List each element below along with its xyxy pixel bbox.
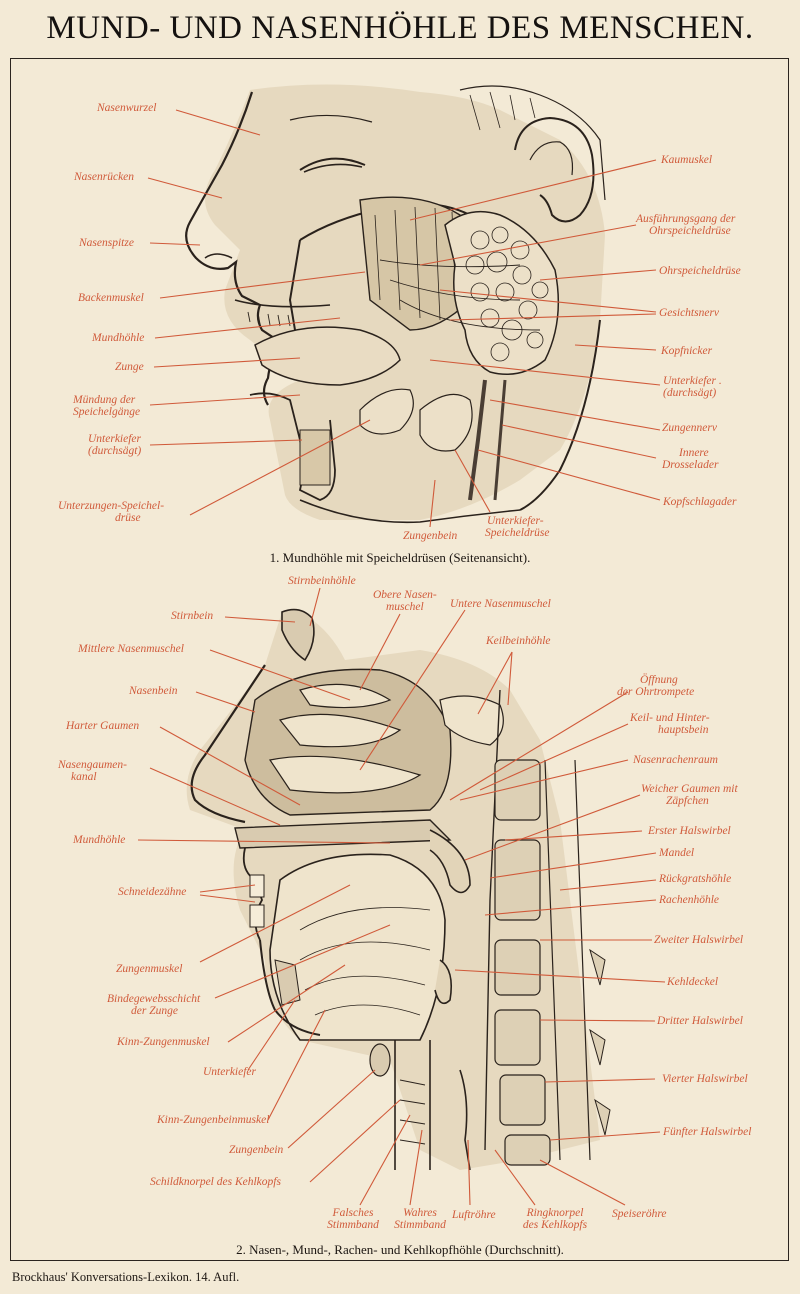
label-luftroehre: Luftröhre xyxy=(452,1209,496,1221)
figure2-drawing xyxy=(187,610,610,1170)
label-falsches-1: Falsches xyxy=(332,1207,374,1219)
label-zungenmuskel: Zungenmuskel xyxy=(116,963,183,975)
label-zungenbein-2: Zungenbein xyxy=(229,1144,284,1156)
label-mittlere-nasenmuschel: Mittlere Nasenmuschel xyxy=(78,643,184,655)
label-zweiter-halswirbel: Zweiter Halswirbel xyxy=(654,934,744,946)
label-ringknorpel-1: Ringknorpel xyxy=(526,1207,584,1219)
label-ringknorpel-2: des Kehlkopfs xyxy=(522,1219,588,1231)
label-untere-nasenmuschel: Untere Nasenmuschel xyxy=(450,598,551,610)
label-keil-1: Keil- und Hinter- xyxy=(630,712,710,724)
label-mundhoehle-2: Mundhöhle xyxy=(73,834,126,846)
label-unterzungen-1: Unterzungen-Speichel- xyxy=(58,500,165,512)
label-mundhoehle-1: Mundhöhle xyxy=(92,332,145,344)
label-rachenhoehle: Rachenhöhle xyxy=(659,894,720,906)
label-kinn-zungenbein: Kinn-Zungenbeinmuskel xyxy=(157,1114,270,1126)
label-innere-1: Innere xyxy=(679,447,709,459)
label-ausfuehrung-1: Ausführungsgang der xyxy=(636,213,736,225)
label-mandel: Mandel xyxy=(659,847,695,859)
label-kinn-zungenmuskel: Kinn-Zungenmuskel xyxy=(117,1036,210,1048)
label-unterkiefer-speichel-2: Speicheldrüse xyxy=(485,527,550,539)
figure1-caption: 1. Mundhöhle mit Speicheldrüsen (Seitenansicht). xyxy=(269,550,531,565)
label-unterkiefer-2: Unterkiefer xyxy=(203,1066,257,1078)
label-ohrspeicheldruese: Ohrspeicheldrüse xyxy=(659,265,741,277)
label-zungennerv: Zungennerv xyxy=(662,422,717,434)
label-fuenfter-halswirbel: Fünfter Halswirbel xyxy=(663,1126,752,1138)
label-bindegewebs-2: der Zunge xyxy=(131,1005,178,1017)
label-erster-halswirbel: Erster Halswirbel xyxy=(648,825,731,837)
label-unterkiefer-right-1: Unterkiefer . xyxy=(663,375,722,387)
label-nasenwurzel: Nasenwurzel xyxy=(97,102,157,114)
label-unterkiefer-right-2: (durchsägt) xyxy=(663,387,717,399)
label-speiseroehre: Speiseröhre xyxy=(612,1208,667,1220)
label-wahres-2: Stimmband xyxy=(394,1219,446,1231)
label-nasenbein: Nasenbein xyxy=(129,685,178,697)
figure2-caption: 2. Nasen-, Mund-, Rachen- und Kehlkopfhöhle (Durchschnitt). xyxy=(236,1242,564,1257)
label-ausfuehrung-2: Ohrspeicheldrüse xyxy=(649,225,731,237)
footer-citation: Brockhaus' Konversations-Lexikon. 14. Aufl. xyxy=(12,1270,240,1284)
figure1-drawing xyxy=(186,84,605,522)
label-weicher-2: Zäpfchen xyxy=(666,795,709,807)
label-obere-1: Obere Nasen- xyxy=(373,589,437,601)
label-rueckgratshoehle: Rückgratshöhle xyxy=(659,873,732,885)
label-muendung-2: Speichelgänge xyxy=(73,406,141,418)
label-innere-2: Drosselader xyxy=(662,459,719,471)
label-unterkiefer-left-1: Unterkiefer xyxy=(88,433,142,445)
label-nasengaumen-1: Nasengaumen- xyxy=(58,759,127,771)
label-bindegewebs-1: Bindegewebsschicht xyxy=(107,993,201,1005)
label-kopfnicker: Kopfnicker xyxy=(661,345,713,357)
label-unterzungen-2: drüse xyxy=(115,512,141,524)
label-kehldeckel: Kehldeckel xyxy=(667,976,719,988)
label-obere-2: muschel xyxy=(386,601,424,613)
label-zungenbein-1: Zungenbein xyxy=(403,530,458,542)
label-oeffnung-1: Öffnung xyxy=(640,674,678,686)
label-weicher-1: Weicher Gaumen mit xyxy=(641,783,738,795)
label-backenmuskel: Backenmuskel xyxy=(78,292,144,304)
label-schneidezaehne: Schneidezähne xyxy=(118,886,187,898)
label-stirnbeinhoehle: Stirnbeinhöhle xyxy=(288,575,356,587)
label-muendung-1: Mündung der xyxy=(73,394,136,406)
label-harter-gaumen: Harter Gaumen xyxy=(66,720,140,732)
label-oeffnung-2: der Ohrtrompete xyxy=(617,686,695,698)
label-unterkiefer-speichel-1: Unterkiefer- xyxy=(487,515,544,527)
label-gesichtsnerv: Gesichtsnerv xyxy=(659,307,720,319)
label-keil-2: hauptsbein xyxy=(658,724,709,736)
label-kaumuskel: Kaumuskel xyxy=(661,154,713,166)
label-schildknorpel: Schildknorpel des Kehlkopfs xyxy=(150,1176,281,1188)
label-vierter-halswirbel: Vierter Halswirbel xyxy=(662,1073,748,1085)
label-dritter-halswirbel: Dritter Halswirbel xyxy=(657,1015,743,1027)
label-keilbeinhoehle: Keilbeinhöhle xyxy=(486,635,551,647)
label-stirnbein: Stirnbein xyxy=(171,610,214,622)
page-title: MUND- UND NASENHÖHLE DES MENSCHEN. xyxy=(46,10,754,46)
label-unterkiefer-left-2: (durchsägt) xyxy=(88,445,142,457)
label-nasenruecken: Nasenrücken xyxy=(74,171,135,183)
label-falsches-2: Stimmband xyxy=(327,1219,379,1231)
label-kopfschlagader: Kopfschlagader xyxy=(663,496,737,508)
label-nasenspitze: Nasenspitze xyxy=(79,237,134,249)
label-nasengaumen-2: kanal xyxy=(71,771,97,783)
label-zunge: Zunge xyxy=(115,361,144,373)
label-wahres-1: Wahres xyxy=(403,1207,437,1219)
label-nasenrachenraum: Nasenrachenraum xyxy=(633,754,718,766)
